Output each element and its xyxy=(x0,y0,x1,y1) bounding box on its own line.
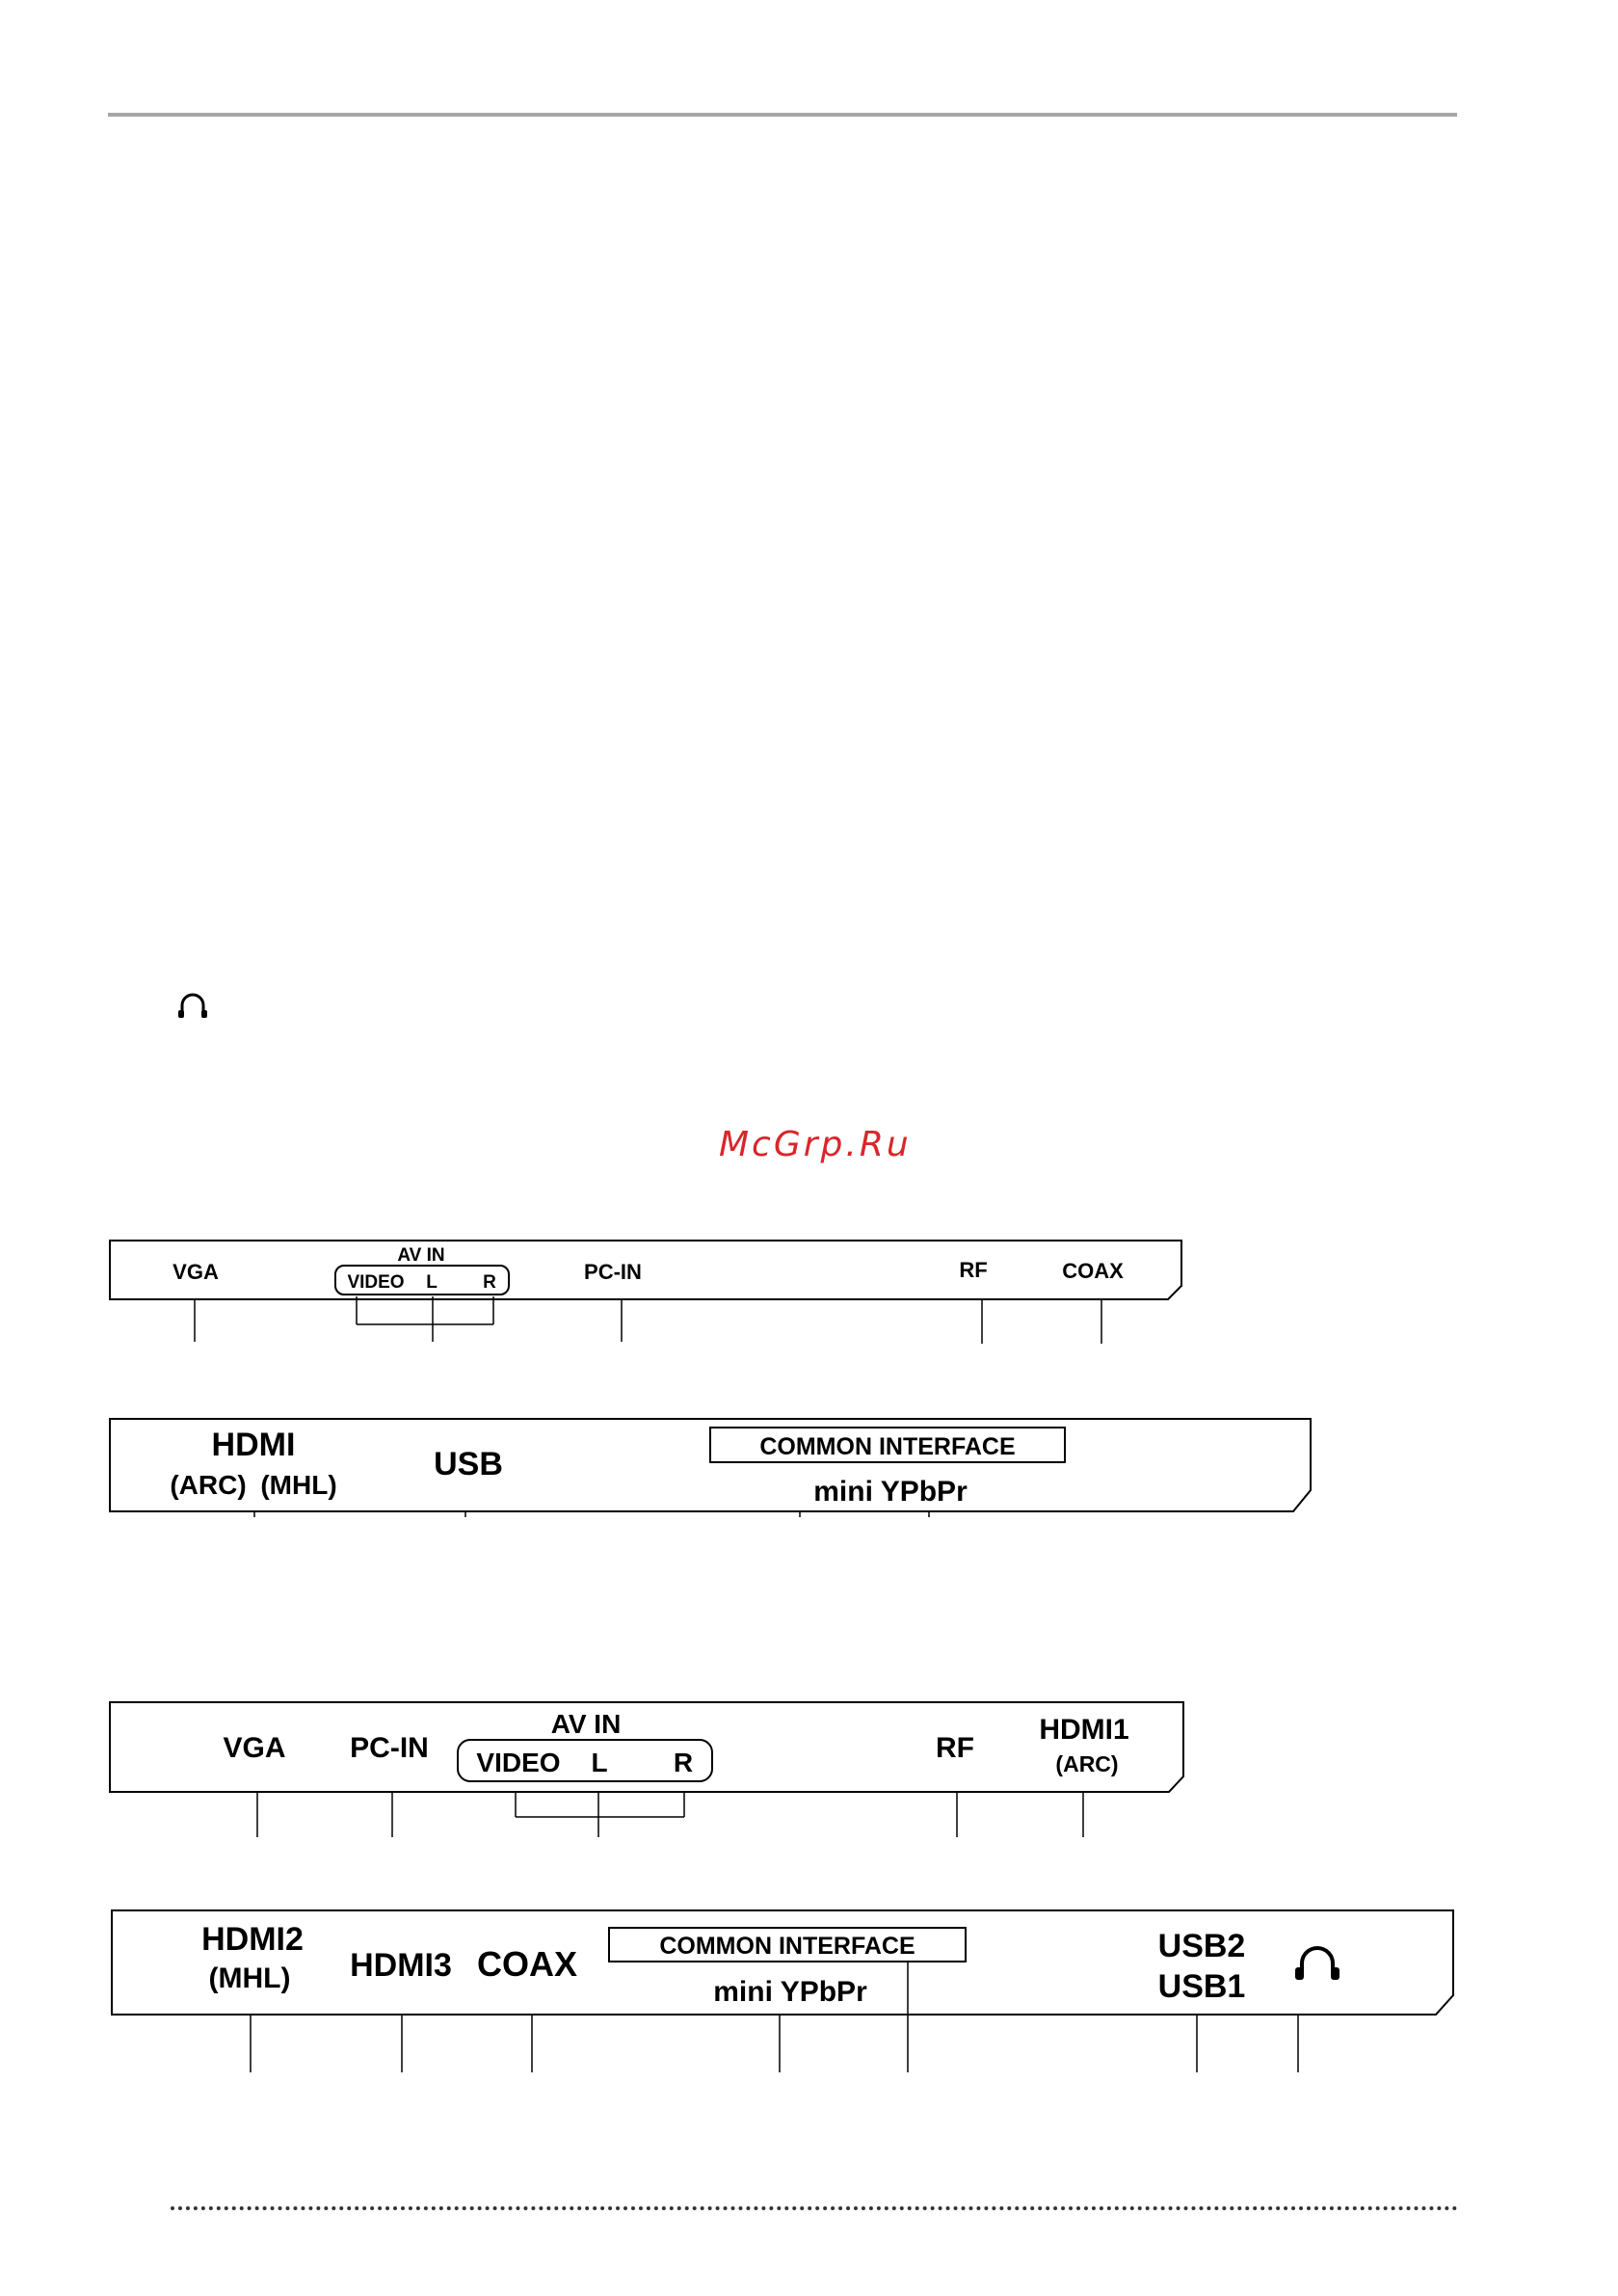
label-usb1: USB1 xyxy=(1157,1968,1246,2005)
label-right: R xyxy=(483,1272,496,1293)
label-usb2: USB2 xyxy=(1157,1928,1246,1964)
label-video: VIDEO xyxy=(476,1748,561,1777)
label-usb: USB xyxy=(434,1446,503,1482)
label-coax: COAX xyxy=(1062,1259,1124,1283)
panel-c-leader-lines xyxy=(257,1792,1083,1837)
label-pc-in: PC-IN xyxy=(584,1260,642,1284)
label-mini-ypbpr: mini YPbPr xyxy=(713,1976,867,2008)
label-common-interface: COMMON INTERFACE xyxy=(659,1933,915,1960)
panel-a xyxy=(110,1241,1181,1344)
panel-b xyxy=(110,1419,1311,1517)
panel-c xyxy=(110,1702,1183,1837)
bottom-dotted-rule xyxy=(171,2206,1458,2210)
label-arc: (ARC) xyxy=(1055,1751,1119,1776)
label-left: L xyxy=(591,1748,608,1777)
label-mini-ypbpr: mini YPbPr xyxy=(813,1476,968,1508)
label-rf: RF xyxy=(936,1732,974,1764)
label-hdmi2: HDMI2 xyxy=(201,1921,304,1958)
label-common-interface: COMMON INTERFACE xyxy=(759,1433,1016,1460)
label-vga: VGA xyxy=(223,1732,286,1764)
label-mhl: (MHL) xyxy=(260,1470,337,1500)
label-coax: COAX xyxy=(476,1944,578,1984)
label-av-in: AV IN xyxy=(397,1245,445,1266)
label-left: L xyxy=(426,1272,438,1293)
label-video: VIDEO xyxy=(347,1272,405,1293)
label-av-in: AV IN xyxy=(550,1709,622,1739)
label-pc-in: PC-IN xyxy=(350,1732,429,1764)
label-rf: RF xyxy=(959,1258,988,1282)
panel-a-outline xyxy=(110,1241,1181,1299)
label-mhl: (MHL) xyxy=(208,1962,291,1994)
label-vga: VGA xyxy=(172,1260,219,1284)
label-arc: (ARC) xyxy=(170,1470,247,1500)
watermark: McGrp.Ru xyxy=(719,1125,912,1164)
label-hdmi: HDMI xyxy=(211,1427,296,1463)
label-hdmi1: HDMI1 xyxy=(1039,1714,1129,1746)
panel-a-leader-lines xyxy=(195,1296,1101,1344)
panel-d xyxy=(112,1910,1453,2072)
headphone-icon xyxy=(1295,1948,1339,1980)
label-hdmi3: HDMI3 xyxy=(350,1947,452,1984)
label-right: R xyxy=(673,1748,694,1777)
